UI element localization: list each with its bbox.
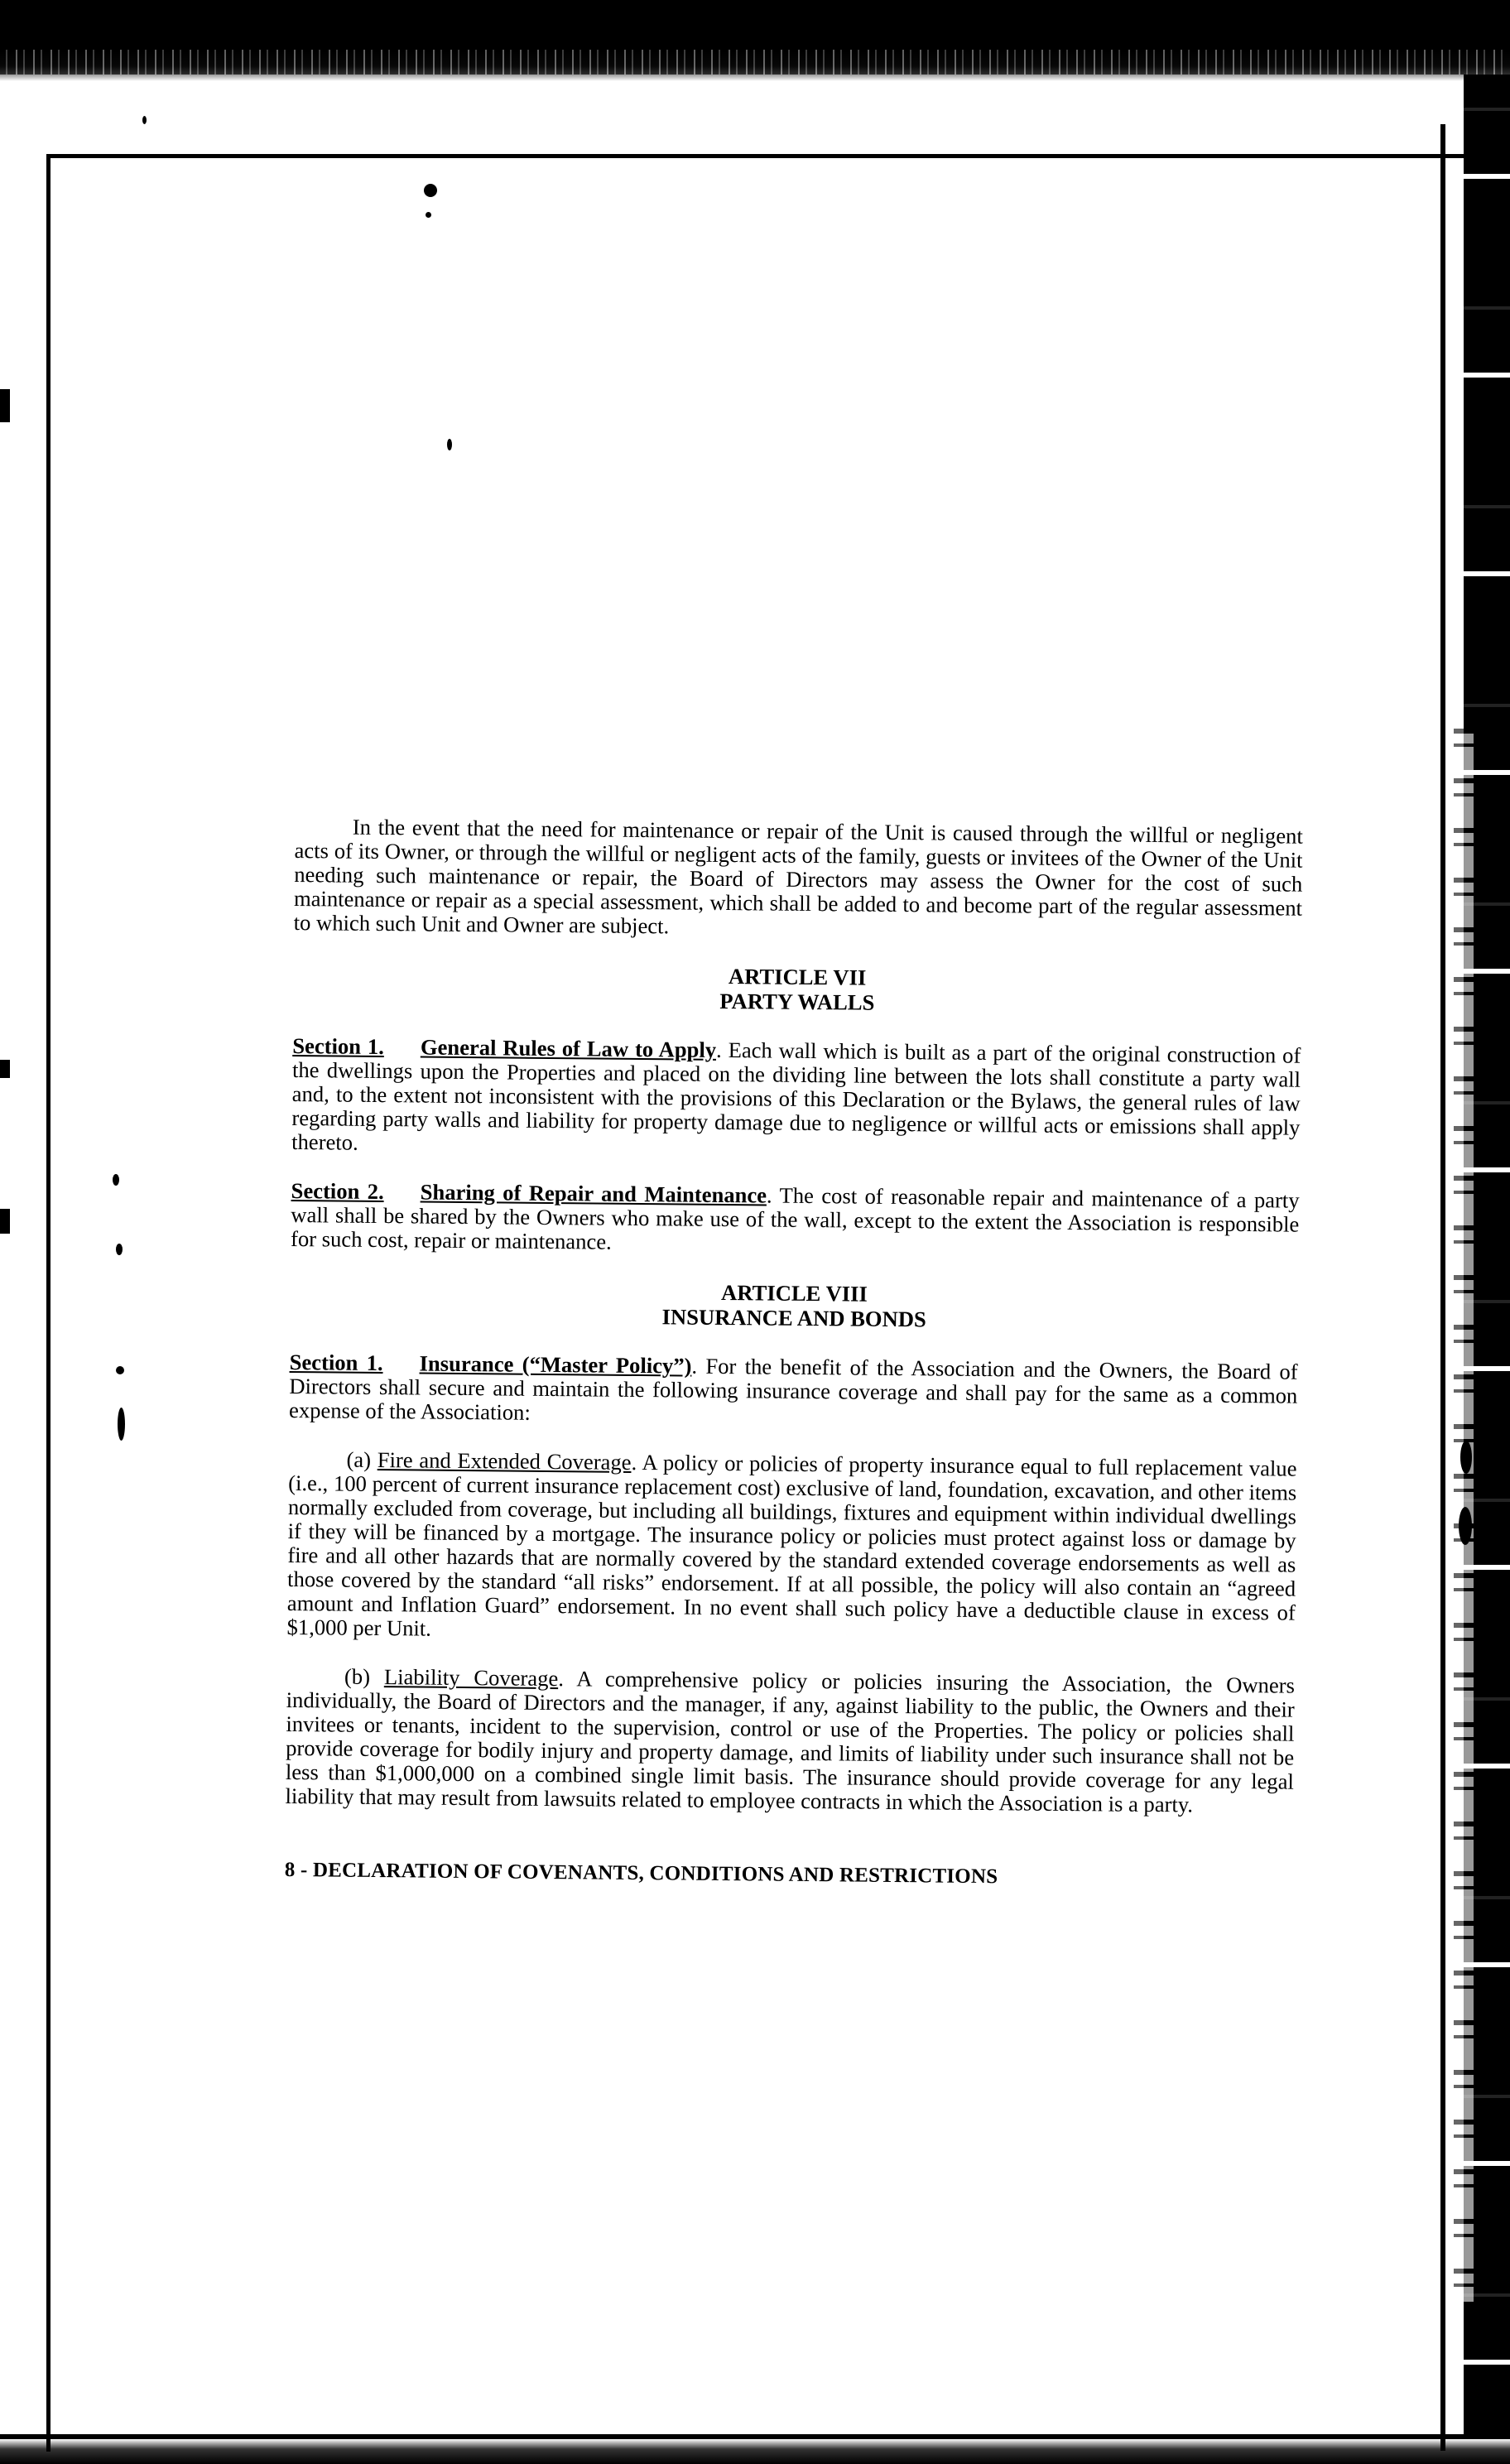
scan-speck bbox=[116, 1366, 124, 1374]
scan-mark-left bbox=[0, 389, 10, 422]
section-label: Section 1. bbox=[292, 1032, 385, 1060]
scan-speck bbox=[116, 1244, 123, 1255]
article-vii-section-2 bbox=[291, 1179, 1300, 1261]
article-title: PARTY WALLS bbox=[719, 988, 875, 1015]
scan-speck bbox=[118, 1408, 125, 1441]
subsection-title: Fire and Extended Coverage bbox=[377, 1446, 632, 1475]
section-text: . Each wall which is built as a part of the original construction of the dwellings upon the Properties and placed on the dividing line between the lots shall constitute a party wall and, to the extent not inconsistent with the provisions of this Declaration or the Bylaws, the general rules of law regarding party walls and liability for property damage due to negligence or willful acts or emissions shall apply thereto. bbox=[291, 1037, 1301, 1155]
article-number: ARTICLE VIII bbox=[720, 1279, 868, 1307]
scan-speck bbox=[426, 212, 431, 218]
subsection-text: . A comprehensive policy or policies insuring the Association, the Owners individually, the Board of Directors and the manager, if any, against liability to the public, the Owners and their invitees or tenants, incident to the supervision, control or use of the Properties. The policy or policies shall provide coverage for bodily injury and property damage, and limits of liability under such insurance shall not be less than $1,000,000 on a combined single limit basis. The insurance should provide coverage for any legal liability that may result from lawsuits related to employee contracts in which the Association is a party. bbox=[285, 1666, 1296, 1817]
section-title: Sharing of Repair and Maintenance bbox=[420, 1179, 767, 1208]
subsection-title: Liability Coverage bbox=[383, 1664, 559, 1692]
scan-mark-left bbox=[0, 1060, 10, 1078]
section-title: Insurance (“Master Policy”) bbox=[419, 1350, 692, 1379]
article-vii-section-1 bbox=[291, 1034, 1301, 1164]
subsection-a bbox=[286, 1447, 1296, 1649]
section-label: Section 1. bbox=[289, 1349, 383, 1376]
scan-speck bbox=[113, 1174, 119, 1186]
subsection-text: . A policy or policies of property insurance equal to full replacement value (i.e., 100 percent of current insurance replacement cost) exclusive of land, foundation, excavation, and other items normally excluded from coverage, but including all buildings, fixtures and equipment within individual dwellings if they will be financed by a mortgage. The insurance policy or policies must protect against loss or damage by fire and all other hazards that are normally covered by the standard extended coverage endorsements as well as those covered by the standard “all risks” endorsement. If at all possible, the policy will also contain an “agreed amount and Inflation Guard” endorsement. In no event shall such policy have a deductible clause in excess of $1,000 per Unit. bbox=[286, 1449, 1297, 1641]
section-text: . The cost of reasonable repair and maintenance of a party wall shall be shared by the Owners who make use of the wall, except to the extent the Association is responsible for such cost, repair or maintenance. bbox=[290, 1182, 1300, 1254]
subsection-b bbox=[285, 1664, 1295, 1818]
scan-speck bbox=[1459, 1507, 1472, 1545]
page-footer: 8 - DECLARATION OF COVENANTS, CONDITIONS AND RESTRICTIONS bbox=[284, 1858, 998, 1889]
section-text: . For the benefit of the Association and the Owners, the Board of Directors shall secure and maintain the following insurance coverage and shall pay for the same as a common expense of the Association: bbox=[288, 1353, 1298, 1425]
article-vii-heading bbox=[293, 960, 1302, 1019]
section-title: General Rules of Law to Apply bbox=[420, 1034, 717, 1062]
section-label: Section 2. bbox=[291, 1177, 384, 1205]
article-viii-section-1 bbox=[289, 1350, 1298, 1432]
subsection-marker: (b) bbox=[344, 1663, 385, 1690]
scan-speck bbox=[447, 439, 452, 450]
article-title: INSURANCE AND BONDS bbox=[661, 1304, 926, 1332]
article-number: ARTICLE VII bbox=[728, 964, 867, 990]
intro-paragraph: In the event that the need for maintenance or repair of the Unit is caused through the willful or negligent acts of its Owner, or through the willful or negligent acts of the family, guests or invitees of the Owner of the Unit needing such maintenance or repair, the Board of Directors may assess the Owner for the cost of such maintenance or repair as a special assessment, which shall be added to and become part of the regular assessment to which such Unit and Owner are subject. bbox=[293, 814, 1303, 939]
scan-mark-left bbox=[0, 1209, 10, 1234]
article-viii-heading bbox=[290, 1276, 1299, 1335]
scan-noise-top bbox=[0, 50, 1510, 75]
document-page bbox=[285, 815, 1303, 1892]
scan-speck bbox=[1460, 1441, 1472, 1474]
scan-speck bbox=[424, 184, 437, 197]
subsection-marker: (a) bbox=[346, 1446, 378, 1472]
scan-speck bbox=[142, 116, 147, 124]
page-frame-right-edge bbox=[1440, 124, 1445, 2451]
